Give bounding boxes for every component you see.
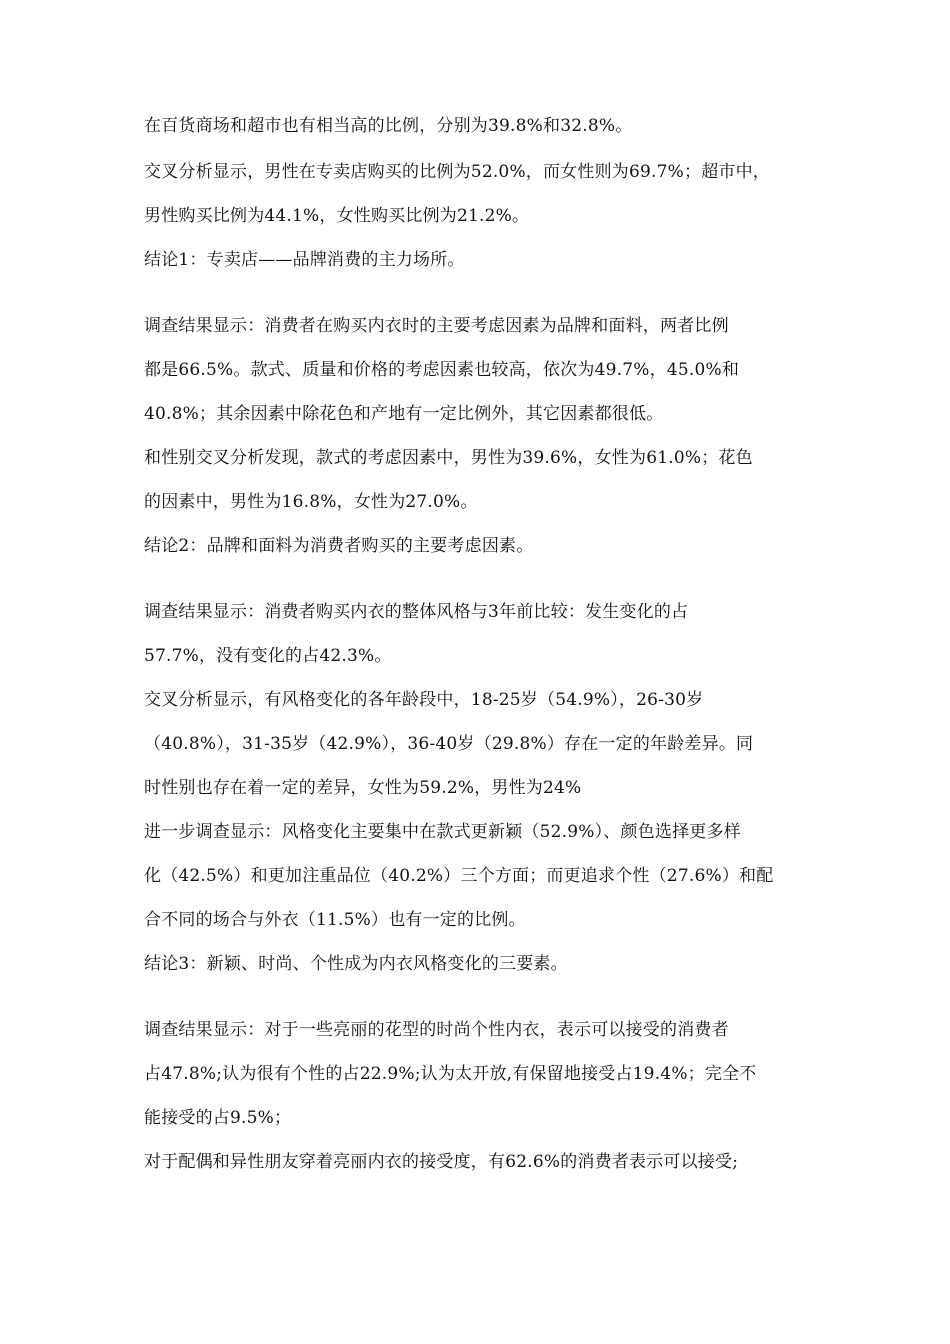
text-line-5: 调查结果显示：消费者在购买内衣时的主要考虑因素为品牌和面料，两者比例 <box>144 316 729 336</box>
text-line-20: 调查结果显示：对于一些亮丽的花型的时尚个性内衣，表示可以接受的消费者 <box>144 1020 729 1040</box>
text-line-22: 能接受的占9.5%； <box>144 1108 292 1128</box>
text-line-11: 调查结果显示：消费者购买内衣的整体风格与3年前比较：发生变化的占 <box>144 602 689 622</box>
text-line-21: 占47.8%;认为很有个性的占22.9%;认为太开放,有保留地接受占19.4%；完全不 <box>144 1064 757 1084</box>
text-line-3: 男性购买比例为44.1%，女性购买比例为21.2%。 <box>144 206 530 226</box>
text-line-7: 40.8%；其余因素中除花色和产地有一定比例外，其它因素都很低。 <box>144 404 664 424</box>
text-line-1: 在百货商场和超市也有相当高的比例，分别为39.8%和32.8%。 <box>144 116 633 136</box>
text-line-16: 进一步调查显示：风格变化主要集中在款式更新颖（52.9%）、颜色选择更多样 <box>144 822 741 842</box>
text-line-18: 合不同的场合与外衣（11.5%）也有一定的比例。 <box>144 910 526 930</box>
conclusion-2: 结论2：品牌和面料为消费者购买的主要考虑因素。 <box>144 536 534 556</box>
text-line-12: 57.7%，没有变化的占42.3%。 <box>144 646 392 666</box>
conclusion-3: 结论3：新颖、时尚、个性成为内衣风格变化的三要素。 <box>144 954 568 974</box>
conclusion-1: 结论1：专卖店——品牌消费的主力场所。 <box>144 250 465 270</box>
text-line-15: 时性别也存在着一定的差异，女性为59.2%，男性为24% <box>144 778 582 798</box>
text-line-9: 的因素中，男性为16.8%，女性为27.0%。 <box>144 492 478 512</box>
text-line-23: 对于配偶和异性朋友穿着亮丽内衣的接受度，有62.6%的消费者表示可以接受; <box>144 1152 739 1172</box>
text-line-6: 都是66.5%。款式、质量和价格的考虑因素也较高，依次为49.7%，45.0%和 <box>144 360 740 380</box>
text-line-14: （40.8%），31-35岁（42.9%），36-40岁（29.8%）存在一定的年龄差异。同 <box>144 734 754 754</box>
text-line-2: 交叉分析显示，男性在专卖店购买的比例为52.0%，而女性则为69.7%；超市中， <box>144 162 771 182</box>
text-line-17: 化（42.5%）和更加注重品位（40.2%）三个方面；而更追求个性（27.6%）和配 <box>144 866 774 886</box>
text-line-8: 和性别交叉分析发现，款式的考虑因素中，男性为39.6%，女性为61.0%；花色 <box>144 448 753 468</box>
text-line-13: 交叉分析显示，有风格变化的各年龄段中，18-25岁（54.9%），26-30岁 <box>144 690 704 710</box>
